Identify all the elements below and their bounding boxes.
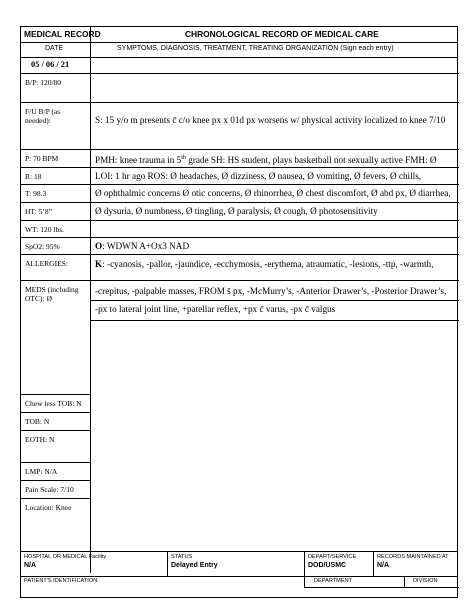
symptoms-column-header: SYMPTOMS, DIAGNOSIS, TREATMENT, TREATING ORGANIZATION (Sign each entry) <box>117 45 394 52</box>
bp-value: B/P: 120/80 <box>25 78 62 87</box>
entry-date: 05 / 06 / 21 <box>31 60 70 69</box>
medical-record-title: MEDICAL RECORD <box>24 29 101 39</box>
pulse-value: P: 70 BPM <box>25 154 59 163</box>
pmh-text-a: PMH: knee trauma in 5 <box>95 155 182 166</box>
entry-row-loi <box>90 168 459 185</box>
chew-cell <box>21 395 90 413</box>
subjective-text: S: 15 y/o m presents c̄ c/o knee px x 01d px worsens w/ physical activity localized to knee 7/10 <box>95 115 446 125</box>
height-cell <box>21 203 90 221</box>
tob-value: TOB: N <box>25 417 50 426</box>
knee-label: K <box>95 259 103 269</box>
pmh-superscript: th <box>181 155 186 161</box>
hospital-label: HOSPITAL OR MEDICAL Facility <box>24 554 107 560</box>
entry-row-knee-3 <box>90 301 459 321</box>
entry-row-ros3 <box>90 203 459 221</box>
depart-label: DEPART/SERVICE <box>308 554 357 560</box>
resp-cell <box>21 168 90 185</box>
vitals-column <box>21 57 91 573</box>
footer-row-1 <box>21 552 457 577</box>
hospital-value: N/A <box>24 562 37 569</box>
footer-row-2 <box>21 576 457 598</box>
date-cell <box>21 57 90 74</box>
medical-record-form <box>20 26 458 598</box>
header-title-row <box>21 27 457 43</box>
header-divider <box>90 27 91 57</box>
records-label: RECORDS MAINTAINED AT <box>377 554 449 560</box>
ros-line-3: Ø dysuria, Ø numbness, Ø tingling, Ø paralysis, Ø cough, Ø photosensitivity <box>95 206 378 216</box>
entry-row-ros2 <box>90 185 459 203</box>
eoth-cell <box>21 431 90 463</box>
entry-row-blank <box>90 221 459 238</box>
eoth-value: EOTH: N <box>25 435 55 444</box>
bp-cell <box>21 74 90 103</box>
location-value: Location: Knee <box>25 503 72 512</box>
knee-line-2: -crepitus, -palpable masses, FROM s̄ px, -McMurry’s, -Anterior Drawer’s, -Posterior Drawer’s, <box>95 286 447 296</box>
entry-row-2 <box>90 74 459 103</box>
footer-divider-3 <box>373 552 374 576</box>
objective-findings: : WDWN A+Ox3 NAD <box>102 241 190 251</box>
objective-text <box>95 241 189 252</box>
records-value: N/A <box>377 562 390 569</box>
location-cell <box>21 499 90 551</box>
entry-row-knee <box>90 255 459 281</box>
height-value: HT: 5’8” <box>25 207 52 216</box>
weight-value: WT: 120 lbs. <box>25 225 64 234</box>
division-label: DIVISION <box>413 578 438 584</box>
lmp-value: LMP: N/A <box>25 467 58 476</box>
resp-value: R: 18 <box>25 172 42 181</box>
footer-divider-2 <box>304 552 305 576</box>
chew-value: Chew less TOB: N <box>25 399 82 408</box>
footer-divider-4 <box>404 576 405 587</box>
fu-bp-value: F/U B/P (as needed): <box>25 107 61 125</box>
knee-text <box>95 259 433 270</box>
form-footer <box>21 551 457 599</box>
status-label: STATUS <box>171 554 193 560</box>
allergies-cell <box>21 255 90 281</box>
temp-value: T: 98.3 <box>25 189 47 198</box>
status-value: Delayed Entry <box>171 562 218 569</box>
tob-cell <box>21 413 90 431</box>
entry-row-pmh <box>90 150 459 168</box>
form-header <box>21 27 457 58</box>
allergies-label: ALLERGIES: <box>25 259 68 268</box>
date-column-header: DATE <box>45 45 64 52</box>
fu-bp-cell <box>21 103 90 150</box>
entry-row-knee-2 <box>90 281 459 301</box>
patient-id-label: PATIENT'S IDENTIFICATION: <box>24 578 99 584</box>
footer-divider-1 <box>167 552 168 576</box>
weight-cell <box>21 221 90 238</box>
knee-line-3: -px to lateral joint line, +patellar reflex, +px c̄ varus, -px c̄ valgus <box>95 304 336 314</box>
meds-value: MEDS (including OTC): Ø <box>25 285 79 303</box>
lmp-cell <box>21 463 90 481</box>
spo2-cell <box>21 238 90 255</box>
pulse-cell <box>21 150 90 168</box>
header-column-row <box>21 42 457 57</box>
objective-label: O <box>95 241 103 251</box>
entry-row-subjective <box>90 103 459 150</box>
knee-findings: : -cyanosis, -pallor, -jaundice, -ecchymosis, -erythema, atraumatic, -lesions, -ttp, -warmth, <box>102 259 434 269</box>
pmh-text <box>95 153 437 166</box>
depart-value: DOD/USMC <box>308 562 347 569</box>
spo2-value: SpO2: 95% <box>25 242 60 251</box>
department-label: DEPARTMENT <box>314 578 353 584</box>
pain-cell <box>21 481 90 499</box>
meds-cell <box>21 281 90 395</box>
entry-row-objective <box>90 238 459 255</box>
pmh-text-b: grade SH: HS student, plays basketball not sexually active FMH: Ø <box>185 155 437 166</box>
loi-text: LOI: 1 hr ago ROS: Ø headaches, Ø dizziness, Ø nausea, Ø vomiting, Ø fevers, Ø chills, <box>95 171 422 181</box>
temp-cell <box>21 185 90 203</box>
chronological-title: CHRONOLOGICAL RECORD OF MEDICAL CARE <box>185 29 379 39</box>
entry-row-1 <box>90 57 459 74</box>
pain-value: Pain Scale: 7/10 <box>25 485 74 494</box>
ros-line-2: Ø ophthalmic concerns Ø otic concerns, Ø rhinorrhea, Ø chest discomfort, Ø abd px, Ø diarrhea, <box>95 188 451 198</box>
